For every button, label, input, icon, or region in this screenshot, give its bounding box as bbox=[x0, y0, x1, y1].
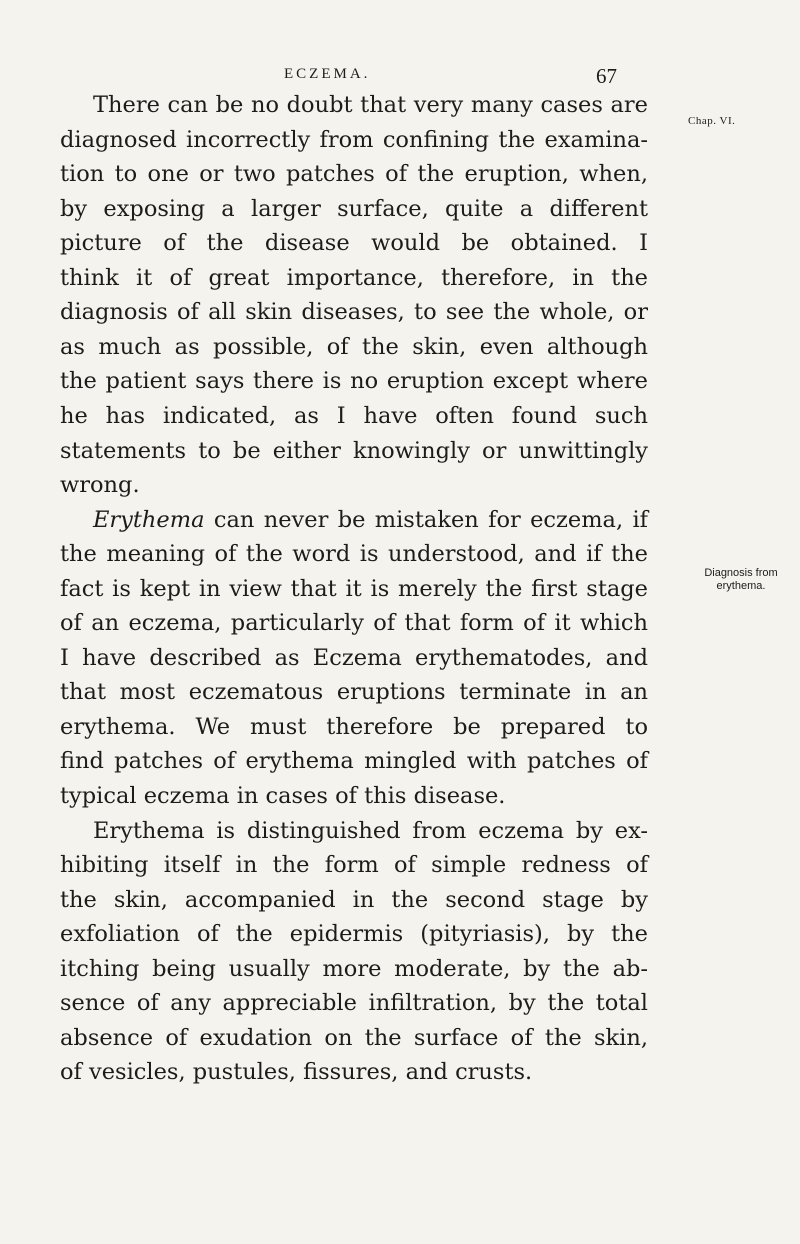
text-line: wrong. bbox=[60, 472, 140, 499]
text-line: the skin, accompanied in the second stage by bbox=[60, 886, 648, 913]
text-line: the patient says there is no eruption except where bbox=[60, 368, 648, 395]
text-line: absence of exudation on the surface of the skin, bbox=[60, 1024, 648, 1051]
text-line: tion to one or two patches of the eruption, when, bbox=[60, 161, 648, 188]
page-number: 67 bbox=[596, 64, 617, 88]
text-line: of an eczema, particularly of that form of it which bbox=[60, 610, 648, 637]
text-line: erythema. We must therefore be prepared to bbox=[60, 713, 648, 740]
text-line: sence of any appreciable infiltration, by the total bbox=[60, 990, 648, 1017]
line-text: can never be mistaken for eczema, if bbox=[204, 506, 648, 533]
text-line: by exposing a larger surface, quite a different bbox=[60, 195, 648, 222]
text-line: of vesicles, pustules, fissures, and crusts. bbox=[60, 1059, 533, 1086]
text-line bbox=[93, 506, 648, 534]
italic-term: Erythema bbox=[93, 506, 205, 533]
text-line: that most eczematous eruptions terminate in an bbox=[60, 679, 648, 706]
text-line: typical eczema in cases of this disease. bbox=[60, 783, 506, 809]
text-line: Erythema is distinguished from eczema by ex- bbox=[93, 817, 648, 844]
text-line: think it of great importance, therefore, in the bbox=[60, 264, 648, 291]
text-line: statements to be either knowingly or unwittingly bbox=[60, 437, 648, 464]
running-head: ECZEMA. bbox=[284, 66, 371, 82]
text-line: fact is kept in view that it is merely the first stage bbox=[60, 575, 648, 602]
text-line: exfoliation of the epidermis (pityriasis), by the bbox=[60, 921, 648, 948]
marginal-note-line: erythema. bbox=[716, 580, 766, 592]
text-line: as much as possible, of the skin, even although bbox=[60, 333, 648, 360]
text-line: the meaning of the word is understood, and if the bbox=[60, 541, 648, 568]
text-line: itching being usually more moderate, by the ab- bbox=[60, 955, 648, 982]
text-line: There can be no doubt that very many cases are bbox=[93, 92, 648, 118]
text-line: hibiting itself in the form of simple redness of bbox=[60, 852, 648, 879]
text-line: find patches of erythema mingled with patches of bbox=[60, 748, 648, 775]
text-line: he has indicated, as I have often found such bbox=[60, 402, 648, 429]
text-line: diagnosis of all skin diseases, to see the whole, or bbox=[60, 299, 648, 326]
marginal-note-diagnosis bbox=[686, 567, 796, 593]
chapter-label: Chap. VI. bbox=[688, 115, 736, 127]
text-line: diagnosed incorrectly from confining the examina- bbox=[60, 126, 648, 153]
marginal-note-line: Diagnosis from bbox=[704, 567, 778, 579]
text-line: I have described as Eczema erythematodes, and bbox=[60, 644, 648, 671]
chapter-marginal-note bbox=[688, 115, 735, 127]
text-line: picture of the disease would be obtained. I bbox=[60, 230, 648, 257]
